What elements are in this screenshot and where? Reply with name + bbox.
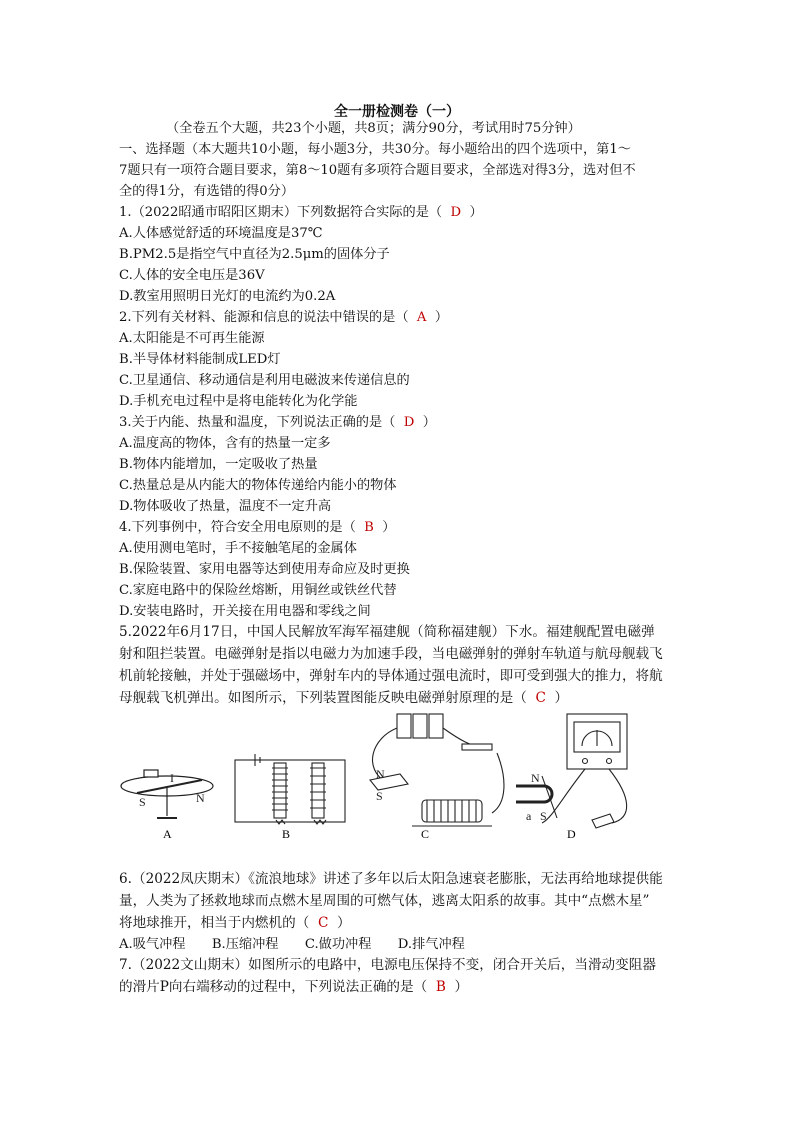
option: D.安装电路时，开关接在用电器和零线之间 [119,604,371,619]
option: D.手机充电过程中是将电能转化为化学能 [119,394,358,409]
question-1-stem: 1.（2022昭通市昭阳区期末）下列数据符合实际的是（ D ） [119,205,483,220]
svg-text:N: N [376,767,385,781]
svg-text:S: S [139,795,146,809]
answer-6: C [317,915,329,931]
answer-4: B [364,520,374,535]
svg-text:S: S [540,809,547,823]
option: B.半导体材料能制成LED灯 [119,352,281,367]
answer-2: A [416,310,427,325]
question-3-stem: 3.关于内能、热量和温度，下列说法正确的是（ D ） [119,415,436,430]
question-7-line: 7.（2022文山期末）如图所示的电路中，电源电压保持不变，闭合开关后，当滑动变阻器 [119,957,656,973]
section-intro-1: 一、选择题（本大题共10小题，每小题3分，共30分。每小题给出的四个选项中，第1～ [119,142,631,157]
question-6-stem: 将地球推开，相当于内燃机的（ C ） [119,915,351,931]
question-2-stem: 2.下列有关材料、能源和信息的说法中错误的是（ A ） [119,310,449,325]
option: A.使用测电笔时，手不接触笔尾的金属体 [119,541,357,556]
figure-c-label: C [421,827,430,841]
figure-d-label: D [567,827,576,841]
exam-subtitle: （全卷五个大题，共23个小题，共8页；满分90分，考试用时75分钟） [166,121,581,136]
question-5-figures [112,708,672,858]
question-4-stem: 4.下列事例中，符合安全用电原则的是（ B ） [119,520,396,535]
figure-c-apparatus [370,714,504,826]
option: B.保险装置、家用电器等达到使用寿命应及时更换 [119,562,410,577]
section-intro-3: 全的得1分，有选错的得0分） [119,184,295,199]
question-6-line: 6.（2022凤庆期末）《流浪地球》讲述了多年以后太阳急速衰老膨胀，无法再给地球提供能 [119,871,663,887]
svg-text:N: N [196,791,205,805]
option: A.太阳能是不可再生能源 [119,331,265,346]
option: D.物体吸收了热量，温度不一定升高 [119,499,332,514]
svg-text:a: a [526,809,532,823]
answer-7: B [435,979,446,995]
page-title: 全一册检测卷（一） [334,104,460,120]
figure-d-galvanometer [516,714,627,828]
option: A.温度高的物体，含有的热量一定多 [119,436,331,451]
question-5-line: 机前轮接触，并处于强磁场中，弹射车内的导体通过强电流时，即可受到强大的推力，将航 [119,668,663,684]
option: C.家庭电路中的保险丝熔断，用铜丝或铁丝代替 [119,583,397,598]
svg-text:S: S [376,789,383,803]
option: A.人体感觉舒适的环境温度是37℃ [119,226,323,241]
option: C.人体的安全电压是36V [119,268,265,283]
question-7-stem: 的滑片P向右端移动的过程中，下列说法正确的是（ B ） [119,979,469,995]
figure-a-compass [121,770,213,818]
answer-5: C [535,690,546,706]
option: C.热量总是从内能大的物体传递给内能小的物体 [119,478,397,493]
answer-3: D [403,415,415,430]
question-6-line: 量，人类为了拯救地球而点燃木星周围的可燃气体，逃离太阳系的故事。其中“点燃木星” [119,893,650,909]
option: B.物体内能增加，一定吸收了热量 [119,457,318,472]
svg-text:I: I [170,771,174,785]
svg-text:N: N [531,771,540,785]
question-5-line: 射和阻拦装置。电磁弹射是指以电磁力为加速手段，当电磁弹射的弹射车轨道与航母舰载飞 [119,646,663,662]
figure-b-electromagnets [235,754,345,824]
option: C.卫星通信、移动通信是利用电磁波来传递信息的 [119,373,410,388]
figure-a-label: A [163,827,172,841]
answer-1: D [450,205,462,220]
section-intro-2: 7题只有一项符合题目要求，第8～10题有多项符合题目要求，全部选对得3分，选对但不 [119,163,636,178]
option: B.PM2.5是指空气中直径为2.5μm的固体分子 [119,247,390,262]
question-6-options: A.吸气冲程 B.压缩冲程 C.做功冲程 D.排气冲程 [119,937,465,952]
figure-b-label: B [282,827,291,841]
question-5-stem: 母舰载飞机弹出。如图所示，下列装置图能反映电磁弹射原理的是（ C ） [119,690,569,706]
option: D.教室用照明日光灯的电流约为0.2A [119,289,336,304]
question-5-line: 5.2022年6月17日，中国人民解放军海军福建舰（简称福建舰）下水。福建舰配置电磁弹 [119,624,655,640]
